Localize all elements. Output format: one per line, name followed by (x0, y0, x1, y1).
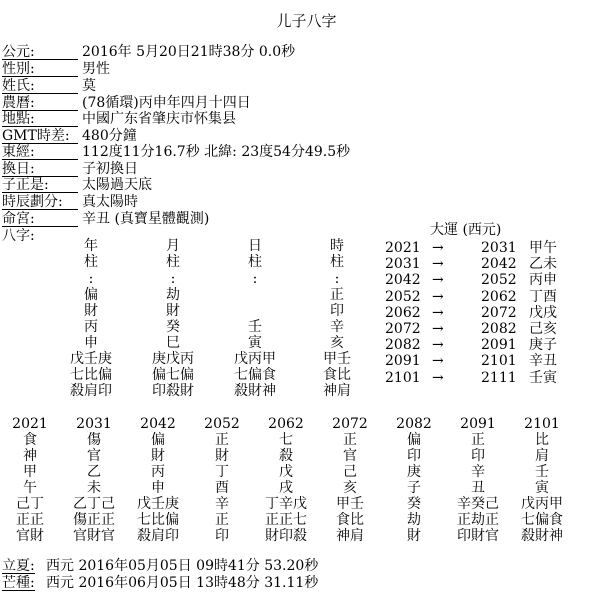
luck-hidden: 己丁 (16, 496, 44, 512)
info-label: 子正是: (2, 178, 78, 193)
pillar-colon: : (252, 271, 258, 287)
pillar-hidden-gods2: 殺肩印 (70, 383, 112, 399)
info-value: 辛丑 (真寶星體觀測) (82, 211, 210, 227)
info-value: 莫 (82, 78, 96, 94)
pillar-stem: 辛 (330, 319, 344, 335)
luck-hidden: 辛癸己 (457, 496, 499, 512)
info-value: 太陽過天底 (82, 177, 152, 193)
pillar-head: 年 柱 (84, 238, 98, 270)
dayun-from: 2021 (385, 240, 421, 256)
pillar-hidden-gods2: 印殺財 (152, 383, 194, 399)
dayun-ganzhi: 乙未 (529, 256, 557, 273)
dayun-to: 2052 (481, 272, 517, 289)
luck-stem: 戊 (279, 464, 293, 480)
dayun-arrow: → (432, 256, 444, 273)
pillar-hidden-gods2: 殺財神 (234, 383, 276, 399)
dayun-to: 2042 (481, 256, 517, 273)
dayun-arrow: → (432, 288, 444, 305)
info-value: 子初換日 (82, 161, 138, 177)
page-title: 儿子八字 (276, 12, 337, 30)
pillar-god: 劫 財 (166, 287, 180, 319)
pillar-stem: 壬 (248, 319, 262, 335)
dayun-to: 2111 (481, 369, 517, 386)
luck-branch: 酉 (215, 480, 229, 496)
pillar-hidden: 戊丙甲 (234, 351, 276, 367)
pillar-hidden: 甲壬 (323, 351, 351, 367)
luck-hidden-gods2: 官財 (16, 528, 44, 544)
luck-god: 偏 財 (151, 432, 165, 464)
luck-hidden: 甲壬 (336, 496, 364, 512)
dayun-ganzhi: 丙申 (529, 272, 557, 289)
luck-branch: 未 (87, 480, 101, 496)
dayun-arrow: → (432, 240, 444, 256)
info-label: 時辰劃分: (2, 195, 78, 210)
luck-hidden-gods: 傷正正 (73, 512, 115, 528)
luck-stem: 辛 (471, 464, 485, 480)
pillar-hidden: 戊壬庚 (70, 351, 112, 367)
luck-branch: 寅 (535, 480, 549, 496)
luck-year: 2052 (204, 416, 240, 432)
pillar-hidden: 庚戊丙 (152, 351, 194, 367)
dayun-from: 2091 (385, 353, 421, 370)
luck-hidden-gods: 七比偏 (137, 512, 179, 528)
pillar-head: 時 柱 (330, 238, 344, 270)
luck-hidden: 乙丁己 (73, 496, 115, 512)
pillar-hidden-gods: 七偏食 (234, 367, 276, 383)
luck-branch: 申 (151, 480, 165, 496)
pillar-stem: 丙 (84, 319, 98, 335)
luck-year: 2042 (140, 416, 176, 432)
luck-hidden-gods: 正正七 (265, 512, 307, 528)
luck-stem: 己 (343, 464, 357, 480)
luck-hidden-gods: 劫 (407, 512, 421, 528)
luck-year: 2091 (460, 416, 496, 432)
luck-hidden: 戊壬庚 (137, 496, 179, 512)
dayun-ganzhi: 戊戌 (529, 304, 557, 321)
luck-stem: 丙 (151, 464, 165, 480)
luck-hidden-gods2: 財印殺 (265, 528, 307, 544)
luck-god: 正 官 (343, 432, 357, 464)
info-value: 480分鐘 (82, 128, 137, 144)
pillar-hidden-gods: 偏七偏 (152, 367, 194, 383)
luck-hidden: 丁辛戊 (265, 496, 307, 512)
luck-hidden-gods2: 印 (215, 528, 229, 544)
luck-hidden: 癸 (407, 496, 421, 512)
pillar-branch: 巳 (166, 335, 180, 351)
luck-hidden-gods: 食比 (336, 512, 364, 528)
dayun-ganzhi: 辛丑 (529, 353, 557, 370)
pillar-branch: 寅 (248, 335, 262, 351)
luck-hidden-gods2: 印財官 (457, 528, 499, 544)
pillar-hidden-gods2: 神肩 (323, 383, 351, 399)
info-label: GMT時差: (2, 129, 78, 144)
luck-hidden-gods: 正 (215, 512, 229, 528)
dayun-to: 2082 (481, 321, 517, 337)
luck-branch: 午 (23, 480, 37, 496)
pillar-colon: : (170, 271, 176, 287)
luck-god: 正 印 (471, 432, 485, 464)
dayun-ganzhi: 丁酉 (529, 288, 557, 305)
luck-stem: 丁 (215, 464, 229, 480)
luck-year: 2062 (268, 416, 304, 432)
luck-hidden-gods: 七偏食 (521, 512, 563, 528)
dayun-from: 2072 (385, 321, 421, 337)
luck-hidden-gods: 正正 (16, 512, 44, 528)
luck-hidden-gods2: 殺財神 (521, 528, 563, 544)
jieqi-label: 芒種: (2, 575, 35, 591)
dayun-to: 2072 (481, 304, 517, 321)
info-label: 命宮: (2, 212, 78, 227)
pillar-colon: : (88, 271, 94, 287)
luck-branch: 丑 (471, 480, 485, 496)
luck-god: 偏 印 (407, 432, 421, 464)
dayun-to: 2062 (481, 288, 517, 305)
luck-year: 2072 (332, 416, 368, 432)
luck-stem: 乙 (87, 464, 101, 480)
dayun-from: 2082 (385, 337, 421, 354)
info-label: 性別: (2, 62, 78, 77)
dayun-from: 2052 (385, 288, 421, 305)
dayun-title: 大運 (西元) (430, 222, 502, 238)
luck-god: 食 神 (23, 432, 37, 464)
luck-hidden-gods2: 官財官 (73, 528, 115, 544)
pillar-head: 日 柱 (248, 238, 262, 270)
dayun-arrow: → (432, 272, 444, 289)
luck-stem: 壬 (535, 464, 549, 480)
luck-hidden-gods2: 殺肩印 (137, 528, 179, 544)
dayun-to: 2091 (481, 337, 517, 354)
pillar-head: 月 柱 (166, 238, 180, 270)
info-label: 八字: (2, 228, 35, 244)
info-value: 2016年 5月20日21時38分 0.0秒 (82, 44, 296, 60)
pillar-branch: 亥 (330, 335, 344, 351)
pillar-god: 偏 財 (84, 287, 98, 319)
luck-god: 正 財 (215, 432, 229, 464)
info-label: 東經: (2, 145, 78, 160)
dayun-ganzhi: 壬寅 (529, 369, 557, 386)
dayun-arrow: → (432, 337, 444, 354)
dayun-arrow: → (432, 321, 444, 337)
pillar-hidden-gods: 食比 (323, 367, 351, 383)
dayun-from: 2031 (385, 256, 421, 273)
dayun-to: 2031 (481, 240, 517, 256)
luck-year: 2031 (76, 416, 112, 432)
luck-branch: 戌 (279, 480, 293, 496)
jieqi-text: 西元 2016年06月05日 13時48分 31.11秒 (46, 575, 319, 591)
dayun-from: 2062 (385, 304, 421, 321)
dayun-ganzhi: 甲午 (529, 240, 557, 256)
jieqi-label: 立夏: (2, 558, 35, 574)
luck-branch: 亥 (343, 480, 357, 496)
luck-year: 2021 (12, 416, 48, 432)
luck-hidden-gods: 正劫正 (457, 512, 499, 528)
dayun-arrow: → (432, 353, 444, 370)
luck-stem: 庚 (407, 464, 421, 480)
luck-hidden-gods2: 財 (407, 528, 421, 544)
dayun-from: 2101 (385, 369, 421, 386)
pillar-hidden-gods: 七比偏 (70, 367, 112, 383)
luck-god: 比 肩 (535, 432, 549, 464)
luck-hidden: 辛 (215, 496, 229, 512)
luck-god: 傷 官 (87, 432, 101, 464)
luck-hidden: 戊丙甲 (521, 496, 563, 512)
dayun-from: 2042 (385, 272, 421, 289)
dayun-ganzhi: 庚子 (529, 337, 557, 354)
info-value: 真太陽時 (82, 194, 138, 210)
info-value: 男性 (82, 61, 110, 77)
luck-god: 七 殺 (279, 432, 293, 464)
luck-year: 2082 (396, 416, 432, 432)
pillar-branch: 申 (84, 335, 98, 351)
luck-branch: 子 (407, 480, 421, 496)
pillar-colon: : (334, 271, 340, 287)
info-value: (78循環)丙申年四月十四日 (82, 95, 251, 111)
dayun-arrow: → (432, 369, 444, 386)
info-label: 換日: (2, 162, 78, 177)
info-value: 112度11分16.7秒 北緯: 23度54分49.5秒 (82, 144, 351, 160)
info-label: 地點: (2, 112, 78, 127)
luck-year: 2101 (524, 416, 560, 432)
luck-stem: 甲 (23, 464, 37, 480)
pillar-stem: 癸 (166, 319, 180, 335)
info-label: 農曆: (2, 96, 78, 111)
dayun-ganzhi: 己亥 (529, 321, 557, 337)
info-value: 中國广东省肇庆市怀集县 (82, 111, 236, 127)
info-label: 姓氏: (2, 79, 78, 94)
luck-hidden-gods2: 神肩 (336, 528, 364, 544)
info-label: 公元: (2, 45, 78, 60)
jieqi-text: 西元 2016年05月05日 09時41分 53.20秒 (46, 558, 319, 574)
pillar-god: 正 印 (330, 287, 344, 319)
dayun-to: 2101 (481, 353, 517, 370)
dayun-arrow: → (432, 304, 444, 321)
